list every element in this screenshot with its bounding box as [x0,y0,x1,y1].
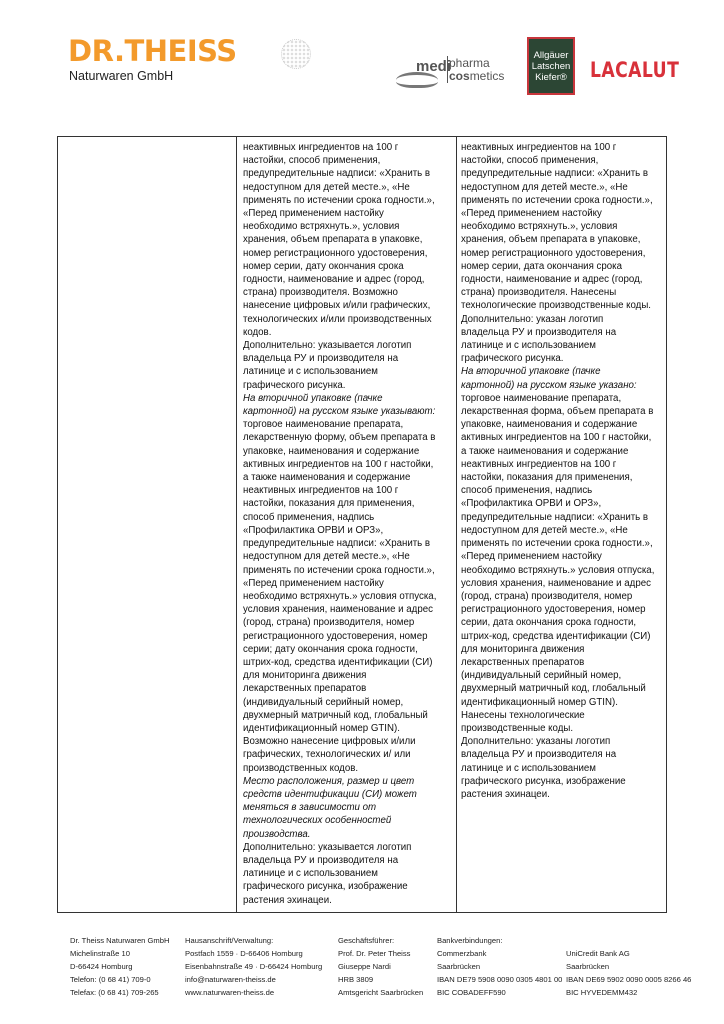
text-line: владельца РУ и производителя на [461,326,617,338]
footer-line: info@naturwaren-theiss.de [185,975,276,984]
text-line: предупредительные надписи: «Хранить в [461,511,649,523]
text-line: владельца РУ и производителя на [243,854,399,866]
text-line: На вторичной упаковке (пачке [461,366,601,378]
document-table [57,136,667,913]
table-cell-proposed-text [461,141,654,801]
footer-line: Postfach 1559 · D-66406 Homburg [185,949,303,958]
allgauer-line: Kiefer® [535,71,567,83]
text-line: «Перед применением настойку [461,551,602,563]
footer-line: Commerzbank [437,949,487,958]
text-line: недоступном для детей месте.», «Не [243,551,410,563]
text-line: недоступном для детей месте.», «Не [243,181,410,193]
footer-bank-commerzbank [437,934,562,999]
text-line: предупредительные надписи: «Хранить в [243,538,431,550]
footer-line: Saarbrücken [566,962,610,971]
text-line: страна) производителя. Возможно [243,287,398,299]
text-line: неактивных ингредиентов на 100 г [461,458,617,470]
text-line: «Профилактика ОРВИ и ОРЗ», [461,498,602,510]
text-line: торговое наименование препарата, [461,392,622,404]
text-line: серии; дату окончания срока годности, [243,643,418,655]
footer-address [185,934,322,999]
footer-line: Telefax: (0 68 41) 709-265 [70,988,159,997]
text-line: применять по истечении срока годности.», [461,194,653,206]
footer-line: Prof. Dr. Peter Theiss [338,949,411,958]
text-line: предупредительные надписи: «Хранить в [461,168,649,180]
text-line: номер регистрационного удостоверения, [461,247,646,259]
text-line: настойки, способ применения, [461,155,599,167]
allgauer-line: Allgäuer [533,49,569,61]
footer-line: Saarbrücken [437,962,481,971]
text-line: а также наименования и содержание [461,445,629,457]
text-line: Место расположения, размер и цвет [243,775,415,787]
text-line: двухмерный матричный код, глобальный [461,683,646,695]
text-line: нанесение цифровых и/или графических, [243,300,431,312]
text-line: способ применения, надпись [243,511,375,523]
text-line: необходимо встряхнуть.», условия [461,221,618,233]
text-line: «Профилактика ОРВИ и ОРЗ», [243,524,384,536]
column-divider [236,137,237,912]
text-line: графического рисунка. [461,353,564,365]
text-line: графического рисунка. [243,379,346,391]
text-line: Возможно нанесение цифровых и/или [243,736,416,748]
text-line: графического рисунка, изображение [461,775,626,787]
text-line: штрих-код, средства идентификации (СИ) [461,630,651,642]
footer-bank-unicredit [566,934,691,999]
cos-text: cos [449,69,470,83]
footer-line: Geschäftsführer: [338,936,395,945]
text-line: лекарственных препаратов [243,683,367,695]
text-line: настойки, способ применения, [243,155,381,167]
text-line: недоступном для детей месте.», «Не [461,181,628,193]
text-line: неактивных ингредиентов на 100 г [243,142,399,153]
text-line: упаковке, наименования и содержание [243,445,420,457]
text-line: латинице и с использованием [461,762,596,774]
text-line: графических, технологических и/ или [243,749,411,761]
text-line: На вторичной упаковке (пачке [243,392,383,404]
text-line: для мониторинга движения [243,670,367,682]
text-line: латинице и с использованием [461,340,596,352]
text-line: применять по истечении срока годности.», [461,538,653,550]
text-line: годности, наименование и адрес (город, [243,274,425,286]
text-line: лекарственных препаратов [461,656,585,668]
medipharma-cosmetics-logo [396,58,514,88]
medi-text: medi [416,58,452,75]
footer-line: IBAN DE79 5908 0090 0305 4801 00 [437,975,563,984]
table-cell-current-text [243,141,436,907]
text-line: средств идентификации (СИ) может [243,788,417,800]
text-line: латинице и с использованием [243,868,378,880]
text-line: технологических и/или производственных [243,313,432,325]
text-line: условия хранения, наименование и адрес [461,577,651,589]
text-line: «Перед применением настойку [243,208,384,220]
text-line: номер серии, дата окончания срока [461,260,622,272]
text-line: настойки, показания для применения, [461,472,633,484]
text-line: Дополнительно: указан логотип [461,313,604,325]
text-line: растения эхинацеи. [461,788,550,800]
text-line: хранения, объем препарата в упаковке, [243,234,423,246]
text-line: торговое наименование препарата, [243,419,404,431]
text-line: двухмерный матричный код, глобальный [243,709,428,721]
text-line: регистрационного удостоверения, номер [461,604,646,616]
footer-line: Bankverbindungen: [437,936,503,945]
lacalut-logo: LACALUT [590,58,680,82]
allgauer-latschen-kiefer-logo [527,37,575,95]
footer-line [566,934,691,947]
text-line: настойки, показания для применения, [243,498,415,510]
footer-line: www.naturwaren-theiss.de [185,988,275,997]
text-line: (индивидуальный серийный номер, [243,696,404,708]
footer-line: D-66424 Homburg [70,962,133,971]
text-line: хранения, объем препарата в упаковке, [461,234,641,246]
text-line: технологические производственные коды. [461,300,651,312]
text-line: применять по истечении срока годности.», [243,564,435,576]
text-line: владельца РУ и производителя на [461,749,617,761]
text-line: для мониторинга движения [461,643,585,655]
allgauer-line: Latschen [531,60,571,72]
text-line: латинице и с использованием [243,366,378,378]
footer-line: Giuseppe Nardi [338,962,391,971]
text-line: необходимо встряхнуть.», условия [243,221,400,233]
text-line: Нанесены технологические [461,709,585,721]
column-divider [456,137,457,912]
text-line: графического рисунка, изображение [243,881,408,893]
text-line: (город, страна) производителя, номер [461,590,633,602]
text-line: Дополнительно: указывается логотип [243,841,412,853]
footer-company [70,934,169,999]
text-line: производственные коды. [461,722,574,734]
text-line: владельца РУ и производителя на [243,353,399,365]
footer-line: Telefon: (0 68 41) 709-0 [70,975,151,984]
text-line: упаковке, наименования и содержание [461,419,638,431]
text-line: а также наименования и содержание [243,472,411,484]
text-line: способ применения, надпись [461,485,593,497]
text-line: «Перед применением настойку [243,577,384,589]
text-line: технологических особенностей [243,815,392,827]
text-line: производства. [243,828,311,840]
text-line: производственных кодов. [243,762,359,774]
footer-management [338,934,423,999]
text-line: (индивидуальный серийный номер, [461,670,622,682]
footer-line: IBAN DE69 5902 0090 0005 8266 46 [566,975,692,984]
footer-line: BIC HYVEDEMM432 [566,988,638,997]
text-line: страна) производителя. Нанесены [461,287,617,299]
footer-line: Amtsgericht Saarbrücken [338,988,424,997]
text-line: меняться в зависимости от [243,802,377,814]
text-line: штрих-код, средства идентификации (СИ) [243,656,433,668]
text-line: номер регистрационного удостоверения, [243,247,428,259]
pharma-text: pharma [449,56,490,70]
footer-line: UniCredit Bank AG [566,949,630,958]
text-line: неактивных ингредиентов на 100 г [461,142,617,153]
text-line: кодов. [243,326,272,338]
text-line: годности, наименование и адрес (город, [461,274,643,286]
seal-icon [281,39,311,69]
footer-line: HRB 3809 [338,975,374,984]
text-line: недоступном для детей месте.», «Не [461,524,628,536]
footer-line: BIC COBADEFF590 [437,988,506,997]
footer-line: Michelinstraße 10 [70,949,130,958]
text-line: картонной) на русском языке указано: [461,379,637,391]
text-line: активных ингредиентов на 100 г настойки, [243,458,434,470]
dr-theiss-logo: DR.THEISS [68,34,237,68]
text-line: идентификационный номер GTIN). [243,722,400,734]
text-line: Дополнительно: указаны логотип [461,736,611,748]
footer-line: Eisenbahnstraße 49 · D-66424 Homburg [185,962,323,971]
text-line: неактивных ингредиентов на 100 г [243,485,399,497]
dr-theiss-subtitle: Naturwaren GmbH [69,69,174,83]
text-line: картонной) на русском языке указывают: [243,406,436,418]
metics-text: metics [469,69,505,83]
text-line: идентификационный номер GTIN). [461,696,618,708]
text-line: предупредительные надписи: «Хранить в [243,168,431,180]
text-line: серии, дата окончания срока годности, [461,617,637,629]
text-line: необходимо встряхнуть.» условия отпуска, [461,564,655,576]
text-line: лекарственная форма, объем препарата в [461,406,654,418]
cosmetics-text [447,69,504,83]
footer-line: Dr. Theiss Naturwaren GmbH [70,936,170,945]
footer-line: Hausanschrift/Verwaltung: [185,936,274,945]
text-line: лекарственную форму, объем препарата в [243,432,436,444]
text-line: Дополнительно: указывается логотип [243,340,412,352]
text-line: необходимо встряхнуть.» условия отпуска, [243,590,437,602]
text-line: активных ингредиентов на 100 г настойки, [461,432,652,444]
text-line: регистрационного удостоверения, номер [243,630,428,642]
text-line: (город, страна) производителя, номер [243,617,415,629]
text-line: применять по истечении срока годности.», [243,194,435,206]
text-line: номер серии, дату окончания срока [243,260,404,272]
text-line: условия хранения, наименование и адрес [243,604,433,616]
text-line: «Перед применением настойку [461,208,602,220]
text-line: растения эхинацеи. [243,894,332,906]
